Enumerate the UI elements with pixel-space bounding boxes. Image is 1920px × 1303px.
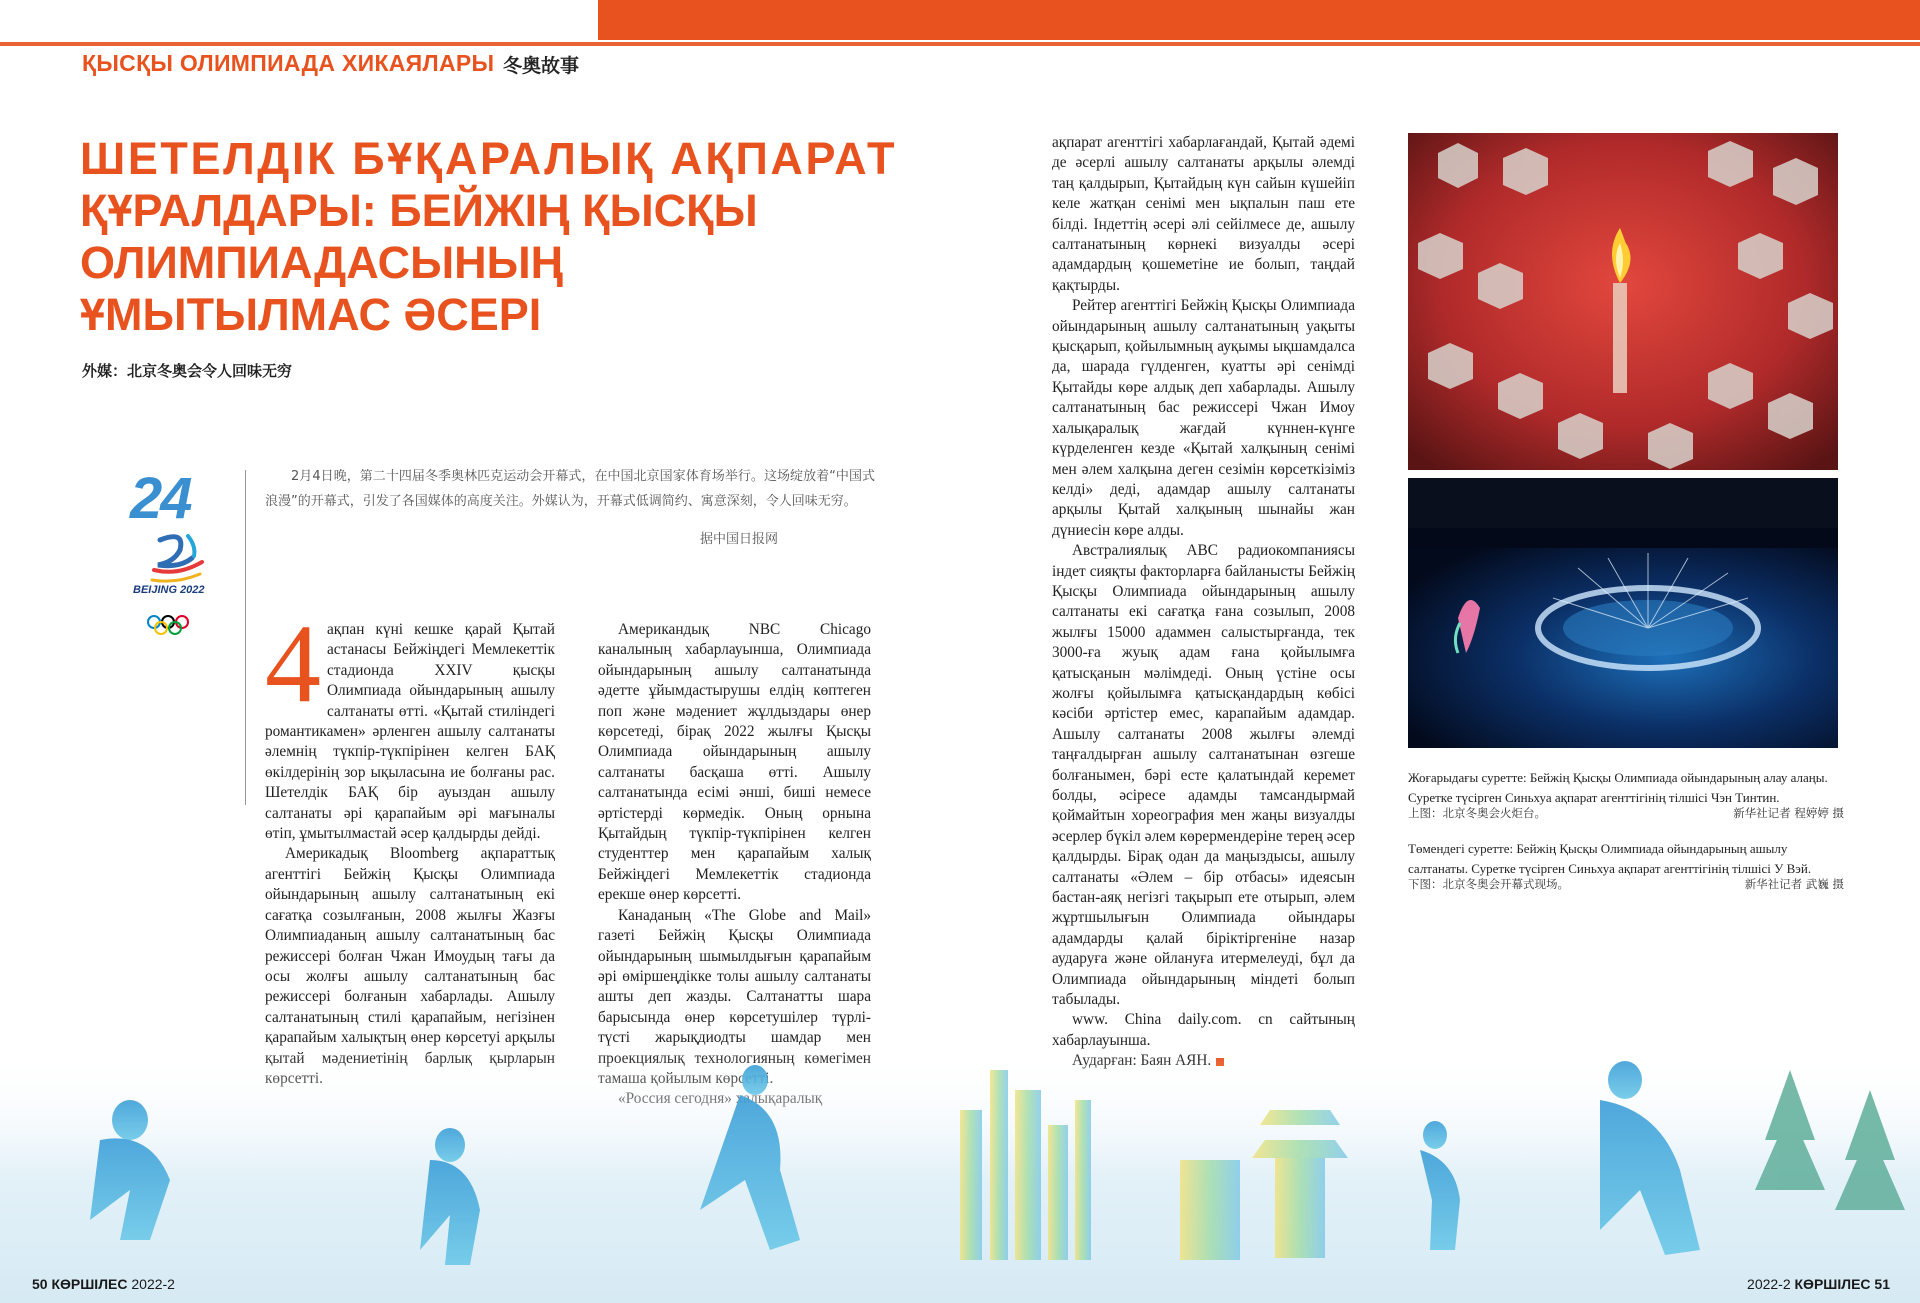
emblem-caption: BEIJING 2022 xyxy=(133,584,205,596)
issue-number: 2022-2 xyxy=(1747,1276,1791,1292)
opening-ceremony-photo xyxy=(1408,478,1838,748)
winter-sports-artwork xyxy=(0,1050,1920,1303)
article-column-1 xyxy=(265,602,555,1089)
title-line: ҰМЫТЫЛМАС ӘСЕРІ xyxy=(80,289,542,340)
title-line: ШЕТЕЛДІК БҰҚАРАЛЫҚ АҚПАРАТ xyxy=(80,133,898,184)
caption-cn-text: 下图：北京冬奥会开幕式现场。 xyxy=(1408,877,1569,891)
page-footer-left xyxy=(32,1276,175,1292)
photo-caption-bottom: Төмендегі суретте: Бейжің Қысқы Олимпиада ойындарының ашылу салтанаты. Суретке түсірген Синьхуа ақпарат агенттігінің тілшісі У Вэй. xyxy=(1408,841,1812,876)
header-rule xyxy=(0,42,1920,46)
drop-cap: 4 xyxy=(265,602,321,726)
article-column-3 xyxy=(1052,133,1355,1072)
caption-credit: 新华社记者 武巍 摄 xyxy=(1744,877,1844,891)
torch-photo xyxy=(1408,133,1838,470)
header-accent-bar xyxy=(598,0,1920,40)
title-line: ҚҰРАЛДАРЫ: БЕЙЖІҢ ҚЫСҚЫ xyxy=(80,185,758,236)
section-title-cn: 冬奥故事 xyxy=(503,55,580,77)
lead-paragraph-cn: 2月4日晚，第二十四届冬季奥林匹克运动会开幕式，在中国北京国家体育场举行。这场绽放着“中国式浪漫”的开幕式，引发了各国媒体的高度关注。外媒认为，开幕式低调简约、寓意深刻，令人回味无穷。 xyxy=(265,469,875,509)
paragraph: Рейтер агенттігі Бейжің Қысқы Олимпиада ойындарының ашылу салтанатының уақыты қысқарып, қойылымның ауқымы ықшамдалса да, шарада гүлденген, куатты әрі сенімді Қытайды көре алдық деп хабарлады. Ашылу салтанатының бас режиссері Чжан Имоу халықаралық жағдай күннен-күнге күрделенген кезде «Қытай халқының сенімі мен әлем халқына деген сезімін көрсеткізіміз келді» деді, адамдар ашылу салтанаты арқылы Қытай халқының шынайы жан дүниесін көре алды. xyxy=(1052,297,1355,539)
magazine-name: КӨРШІЛЕС xyxy=(1794,1276,1871,1292)
paragraph: ақпарат агенттігі хабарлағандай, Қытай әдемі де әсерлі ашылу салтанаты арқылы әлемді таң қалдырып, Қытайдың күн сайын күшейіп келе жатқан сенімі мен ықпалын паш ете білді. Індеттің әсері әлі сейілмесе де, ашылу салтанатының көрнекі визуалды әсері адамдардың қошеметіне ие болып, таңдай қақтырды. xyxy=(1052,134,1355,294)
paragraph: Австралиялық ABC радиокомпаниясы індет сияқты факторларға байланысты Бейжің Қысқы Олимпиада ойындарының ашылу салтанаты екі сағатқа ғана созылып, 2008 жылғы 15000 адаммен салыстырғанда, тек 3000-ға жуық адам ғана қойылымға қатысқанын мәлімдеді. Оның үстіне осы жолғы қойылымға қатысқандардың көбісі кәсіби әртістер емес, карапайым адамдар. Ашылу салтанаты 2008 жылғы әлемді таңғалдырған ашылу салтанатынан өзгеше болғанымен, бәрі есте қалатындай керемет болды, әсіресе адамды тамсандырмай қоймайтын хореография мен жаңы визуалды әсерлер бүкіл әлем көрермендеріне терең әсер қалдырды. Бірақ одан да маңыздысы, ашылу салтанаты «Әлем – бір отбасы» идеясын бастан-аяқ негізгі тақырып ете отырып, әлем жұртшылығын Олимпиада ойындары адамдарды қалай біріктіргеніне назар аударуға және ойлануға итермелеуді, бұл да Олимпиада ойындарының міндеті болып табылады. xyxy=(1052,542,1355,1009)
magazine-name: КӨРШІЛЕС xyxy=(51,1276,128,1292)
paragraph: ақпан күні кешке қарай Қытай астанасы Бейжіңдегі Мемлекеттік стадионда XXIV қысқы Олимпиада ойындарының ашылу салтанаты өтті. «Қытай стиліндегі романтикамен» әрленген ашылу салтанаты әлемнің түкпір-түкпірінен келген БАҚ өкілдерінің зор ықыласына ие болғаны рас. Шетелдік БАҚ бір ауыздан ашылу салтанаты әрі қарапайым әрі мағыналы өтіп, ұмытылмастай әсер қалдырды дейді. xyxy=(265,621,555,843)
article-column-2 xyxy=(598,620,871,1110)
section-title: ҚЫСҚЫ ОЛИМПИАДА ХИКАЯЛАРЫ xyxy=(82,50,495,76)
caption-cn-text: 上图：北京冬奥会火炬台。 xyxy=(1408,806,1546,820)
beijing-2022-emblem-icon xyxy=(130,470,230,650)
emblem-number: 24 xyxy=(130,466,191,531)
lead-source: 据中国日报网 xyxy=(700,532,779,547)
issue-number: 2022-2 xyxy=(131,1276,175,1292)
title-line: ОЛИМПИАДАСЫНЫҢ xyxy=(80,237,564,288)
page-number: 50 xyxy=(32,1276,48,1292)
photo-caption-bottom-cn xyxy=(1408,876,1844,892)
page-number: 51 xyxy=(1874,1276,1890,1292)
paragraph: Америкадық Bloomberg ақпараттық агенттігі Бейжің Қысқы Олимпиада ойындарының ашылу салтанатының екі сағатқа созылғанын, 2008 жылғы Жазғы Олимпиаданың ашылу салтанатының бас режиссері болған Чжан Имоудың тағы да осы жолғы ашылу салтанатының бас режиссері болғанын хабарлады. Ашылу салтанатының стилі қарапайым, негізінен қарапайым халықтың өнер көрсетуі арқылы xyxy=(265,845,555,1047)
divider xyxy=(245,470,246,805)
paragraph: Американдық NBC Chicago каналының хабарлауынша, Олимпиада ойындарының ашылу салтанатында әдетте ұйымдастырушы елдің көптеген поп және мәдениет жұлдыздары өнер көрсетеді, бірақ 2022 жылғы Қысқы Олимпиада ойындарының ашылу салтанаты басқаша өтті. Ашылу салтанатында есімі әнші, биші немесе әртістерді көрмедік. Оның орнына Қытайдың түкпір-түкпірінен келген студенттер мен қарапайым халық Бейжіңдегі Мемлекеттік стадионда ерекше өнер көрсетті. xyxy=(598,621,871,904)
caption-credit: 新华社记者 程婷婷 摄 xyxy=(1733,806,1844,820)
paragraph: www. China daily.com. cn сайтының хабарлауынша. xyxy=(1052,1011,1355,1049)
article-subtitle-cn: 外媒：北京冬奥会令人回味无穷 xyxy=(82,362,293,380)
photo-caption-top-cn xyxy=(1408,805,1844,821)
paragraph: Канаданың «The Globe and Mail» газеті Бейжің Қысқы Олимпиада ойындарының шымылдығын қарапайым әрі өміршеңдікке толы ашылу салтанаты ашты деп жазды. Салтанатты шара барысында өнер көрсетушілер түрлі-түсті жарықдиодты шамдар мен xyxy=(598,906,871,1047)
page-footer-right xyxy=(1747,1276,1890,1292)
photo-caption-top: Жоғарыдағы суретте: Бейжің Қысқы Олимпиада ойындарының алау алаңы. Суретке түсірген Синьхуа ақпарат агенттігінің тілшісі Чэн Тинтин. xyxy=(1408,770,1828,805)
article-title xyxy=(80,133,900,341)
